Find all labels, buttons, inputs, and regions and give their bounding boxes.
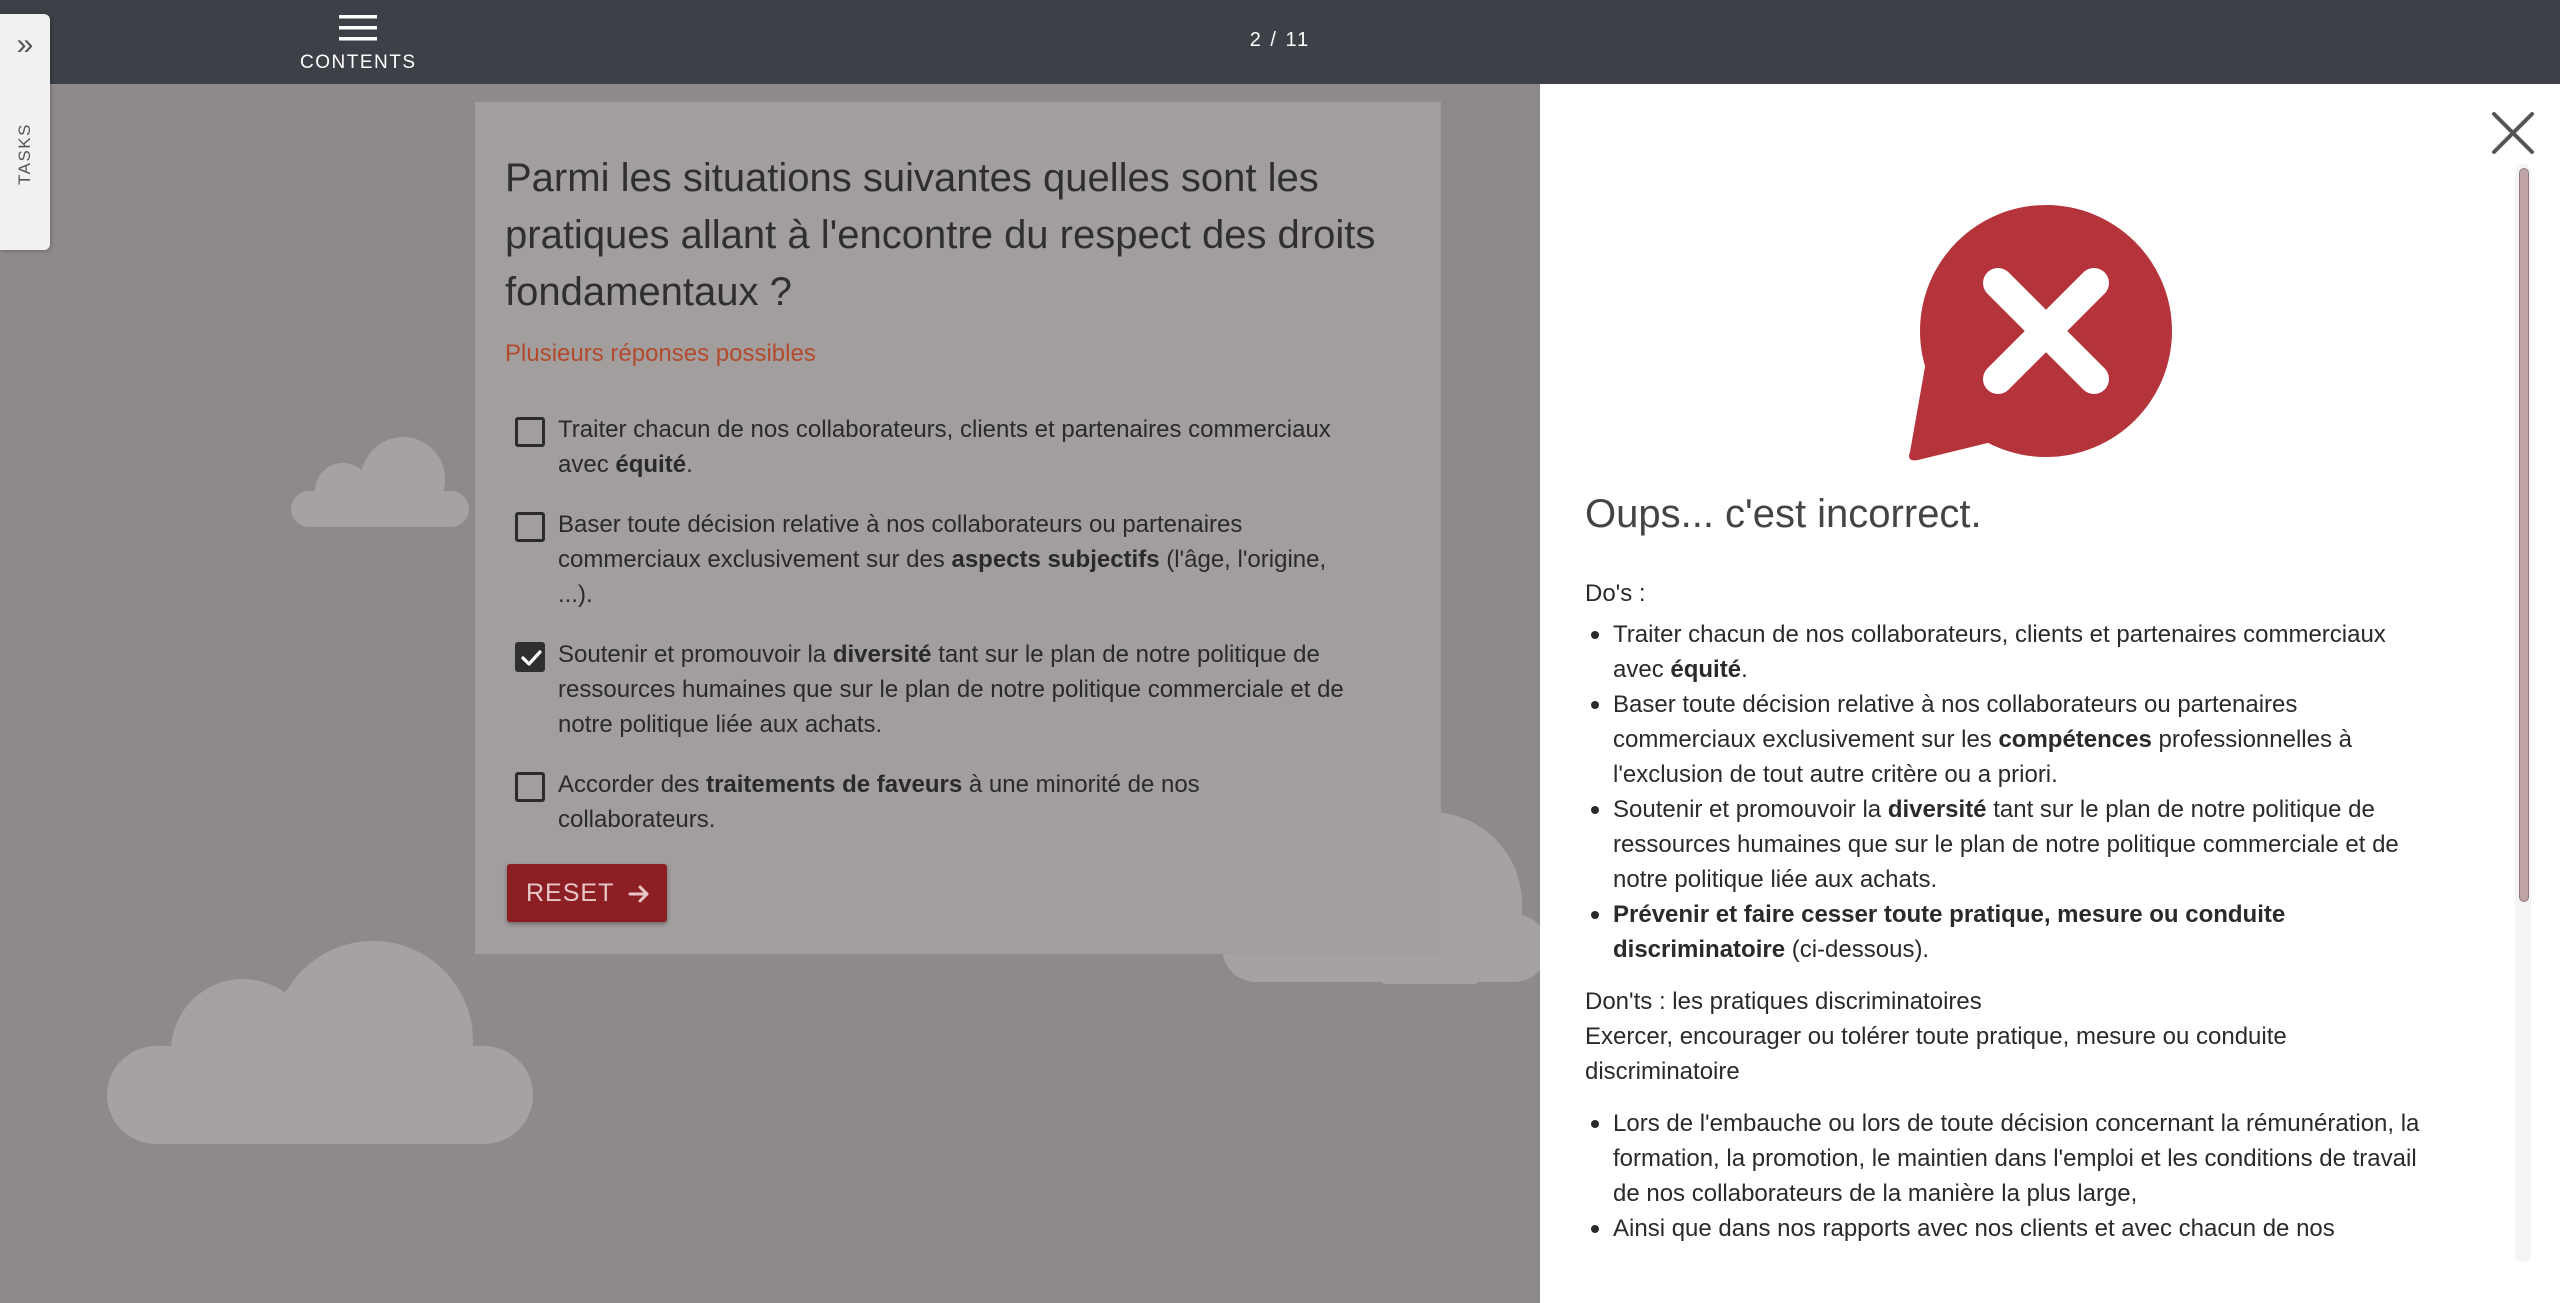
checkbox[interactable] (515, 512, 545, 542)
dos-list (1585, 617, 2435, 967)
feedback-panel (1540, 84, 2560, 1303)
question-text: Parmi les situations suivantes quelles sont les pratiques allant à l'encontre du respect des droits fondamentaux ? (505, 156, 1376, 314)
answer-option-4[interactable] (515, 767, 1345, 837)
quiz-stage (0, 84, 1540, 1303)
feedback-body (1585, 576, 2435, 1246)
list-item: Ainsi que dans nos rapports avec nos clients et avec chacun de nos (1585, 1211, 2435, 1246)
incorrect-x-speech-bubble-icon (1888, 200, 2188, 500)
donts-heading: Don'ts : les pratiques discriminatoires (1585, 988, 1982, 1015)
contents-label: CONTENTS (300, 52, 417, 73)
scrollbar-thumb[interactable] (2519, 168, 2529, 902)
top-bar (0, 0, 2560, 84)
checkbox[interactable] (515, 772, 545, 802)
reset-label: RESET (526, 878, 615, 907)
answer-text: Baser toute décision relative à nos collaborateurs ou partenaires commerciaux exclusivement sur des aspects subjectifs (l'âge, l'origine, ...). (558, 511, 1327, 608)
answer-text: Traiter chacun de nos collaborateurs, clients et partenaires commerciaux avec équité. (558, 416, 1331, 478)
donts-list (1585, 1106, 2435, 1246)
hamburger-menu-icon (339, 14, 377, 42)
checkbox-checked[interactable] (515, 642, 545, 672)
list-item: Soutenir et promouvoir la diversité tant sur le plan de notre politique de ressources humaines que sur le plan de notre politique commerciale et de notre politique liée aux achats. (1585, 792, 2435, 897)
arrow-right-icon (628, 883, 650, 905)
answer-option-3[interactable] (515, 637, 1345, 742)
multiple-answers-hint: Plusieurs réponses possibles (505, 340, 816, 367)
answer-option-1[interactable] (515, 412, 1345, 482)
close-icon (2488, 108, 2538, 158)
page-counter: 2 / 11 (1249, 29, 1311, 51)
checkbox[interactable] (515, 417, 545, 447)
double-chevron-right-icon[interactable]: » (16, 28, 34, 61)
list-item: Prévenir et faire cesser toute pratique, mesure ou conduite discriminatoire (ci-dessous). (1585, 897, 2435, 967)
donts-intro: Exercer, encourager ou tolérer toute pratique, mesure ou conduite discriminatoire (1585, 1023, 2287, 1085)
contents-button[interactable] (300, 14, 416, 78)
cloud-decoration (285, 429, 475, 529)
answer-option-2[interactable] (515, 507, 1345, 612)
list-item: Lors de l'embauche ou lors de toute décision concernant la rémunération, la formation, la promotion, le maintien dans l'emploi et les conditions de travail de nos collaborateurs de la manière la plus large, (1585, 1106, 2435, 1211)
quiz-card (475, 102, 1441, 954)
list-item: Traiter chacun de nos collaborateurs, clients et partenaires commerciaux avec équité. (1585, 617, 2435, 687)
tasks-tab[interactable] (0, 14, 50, 250)
checkmark-icon (519, 646, 543, 670)
answer-text: Soutenir et promouvoir la diversité tant sur le plan de notre politique de ressources humaines que sur le plan de notre politique commerciale et de notre politique liée aux achats. (558, 641, 1344, 738)
list-item: Baser toute décision relative à nos collaborateurs ou partenaires commerciaux exclusivement sur les compétences professionnelles à l'exclusion de tout autre critère ou a priori. (1585, 687, 2435, 792)
tasks-label: TASKS (15, 123, 34, 185)
answer-text: Accorder des traitements de faveurs à une minorité de nos collaborateurs. (558, 771, 1200, 833)
feedback-title: Oups... c'est incorrect. (1585, 492, 1982, 536)
cloud-decoration (105, 926, 535, 1146)
dos-heading: Do's : (1585, 580, 1646, 607)
close-button[interactable] (2488, 108, 2538, 158)
reset-button[interactable] (507, 864, 667, 922)
